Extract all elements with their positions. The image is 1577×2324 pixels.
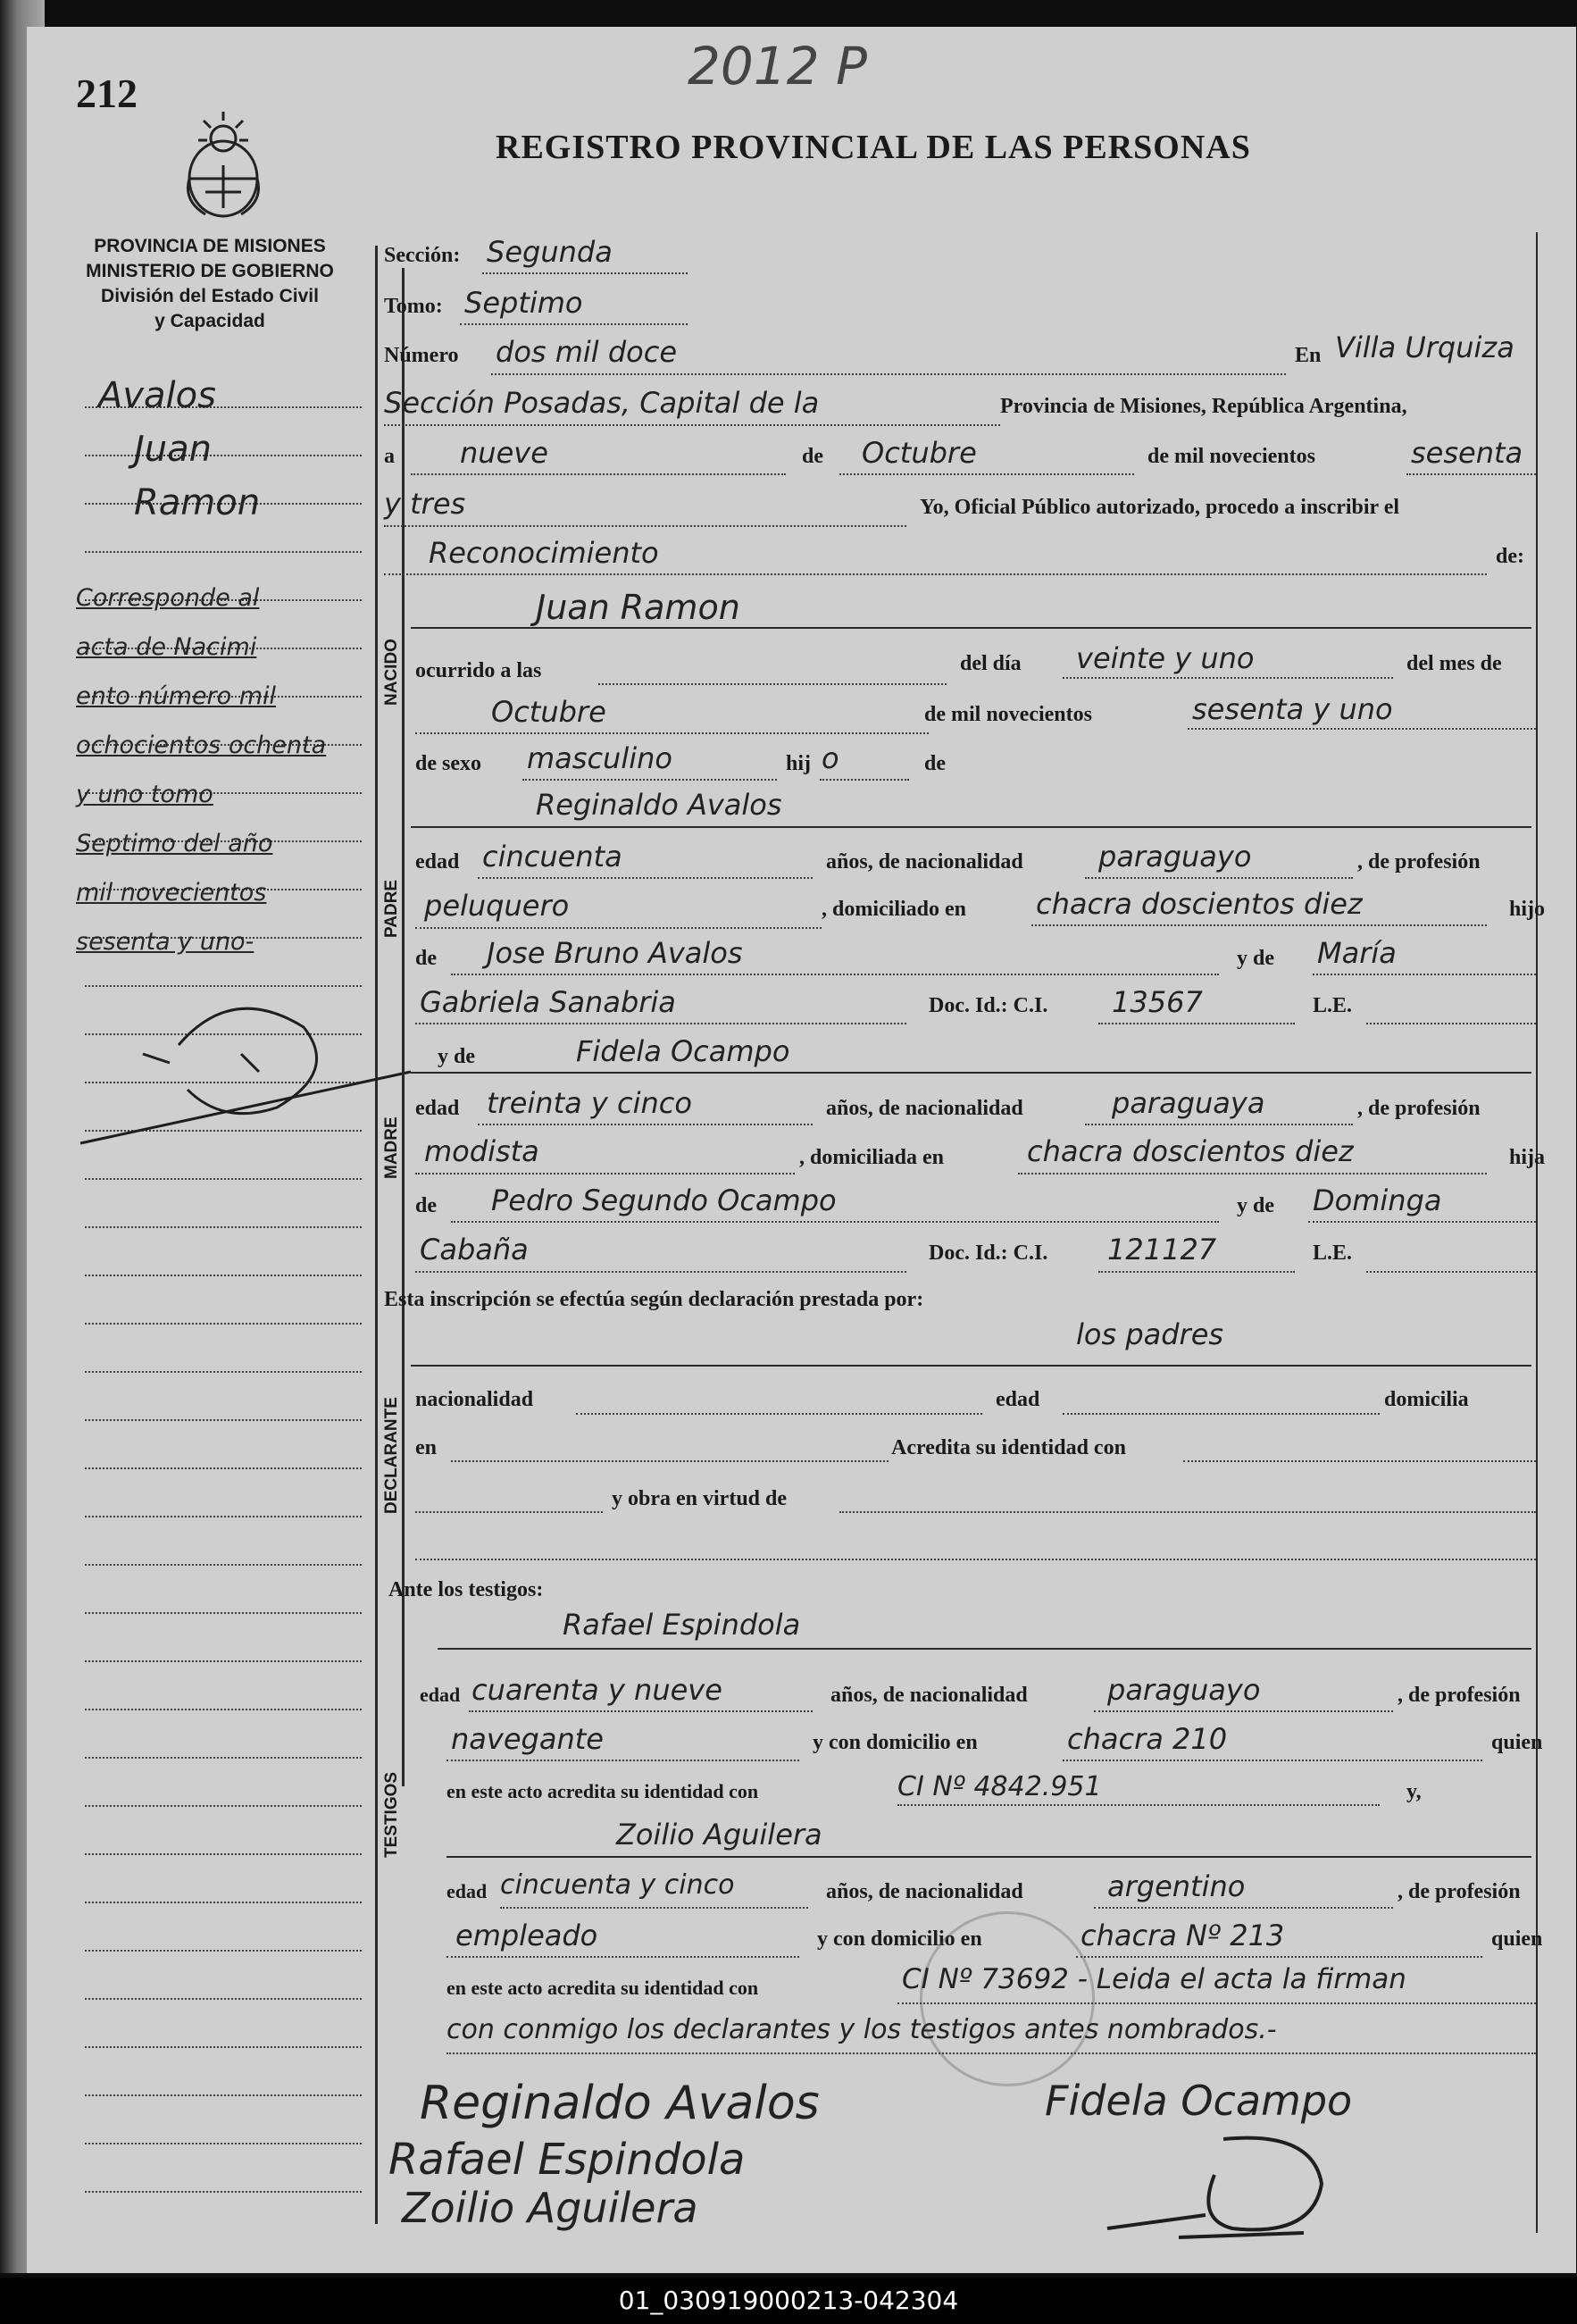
margin-rule bbox=[85, 2094, 362, 2096]
label-edad-declarante: edad bbox=[996, 1388, 1040, 1411]
value-dia: nueve bbox=[460, 436, 548, 470]
value-mes: Octubre bbox=[862, 436, 977, 470]
value-numero: dos mil doce bbox=[496, 335, 678, 369]
label-seccion: Sección: bbox=[384, 244, 461, 267]
label-doc-id-madre: Doc. Id.: C.I. bbox=[929, 1241, 1048, 1265]
label-obra: y obra en virtud de bbox=[612, 1487, 788, 1510]
label-edad-t2: edad bbox=[446, 1880, 488, 1902]
authority-line: División del Estado Civil bbox=[101, 286, 319, 306]
label-acredita: Acredita su identidad con bbox=[891, 1436, 1126, 1459]
label-en-declarante: en bbox=[415, 1436, 437, 1459]
label-profesion-t1: , de profesión bbox=[1398, 1684, 1521, 1707]
value-abuelo-paterno: Jose Bruno Avalos bbox=[487, 936, 743, 970]
margin-rule bbox=[85, 1950, 362, 1952]
document-title: REGISTRO PROVINCIAL DE LAS PERSONAS bbox=[496, 129, 1251, 166]
label-y-de-abuela-paterna: y de bbox=[1237, 947, 1274, 970]
label-domicilio-t2: y con domicilio en bbox=[817, 1927, 982, 1951]
signature-testigo2: Zoilio Aguilera bbox=[402, 2184, 698, 2232]
value-acto: Reconocimiento bbox=[429, 536, 659, 570]
label-edad-padre: edad bbox=[415, 850, 460, 874]
coat-of-arms-emblem bbox=[179, 103, 268, 219]
value-madre-profesion: modista bbox=[424, 1134, 539, 1168]
value-t2-profesion: empleado bbox=[455, 1919, 598, 1952]
page-number: 212 bbox=[76, 71, 138, 116]
margin-rule bbox=[85, 1998, 362, 2000]
margin-rule bbox=[85, 1323, 362, 1325]
label-domicilio-t1: y con domicilio en bbox=[813, 1731, 978, 1754]
value-seccion-capital: Sección Posadas, Capital de la bbox=[384, 386, 820, 420]
label-del-dia: del día bbox=[960, 652, 1022, 675]
label-profesion-padre: , de profesión bbox=[1357, 850, 1481, 874]
label-del-mes: del mes de bbox=[1406, 652, 1502, 675]
label-y-de-madre: y de bbox=[438, 1045, 475, 1068]
margin-rule bbox=[85, 455, 362, 456]
value-padre-nombre: Reginaldo Avalos bbox=[536, 788, 782, 822]
label-profesion-t2: , de profesión bbox=[1398, 1880, 1521, 1903]
value-t1-profesion: navegante bbox=[451, 1722, 604, 1756]
issuing-authority bbox=[76, 234, 344, 334]
margin-rule bbox=[85, 2191, 362, 2193]
authority-line: y Capacidad bbox=[154, 311, 265, 331]
label-declarante: DECLARANTE bbox=[382, 1397, 401, 1514]
margin-note-line: Corresponde al bbox=[76, 584, 260, 612]
margin-given-name: Juan bbox=[134, 429, 213, 470]
value-padre-edad: cincuenta bbox=[482, 840, 622, 874]
margin-note-line: y uno tomo bbox=[76, 781, 213, 808]
label-esta-inscripcion: Esta inscripción se efectúa según declaración prestada por: bbox=[384, 1288, 924, 1311]
value-t1-ci: CI Nº 4842.951 bbox=[897, 1771, 1102, 1802]
value-sexo: masculino bbox=[527, 741, 672, 775]
value-anio-cont: y tres bbox=[384, 487, 466, 521]
label-doc-id-padre: Doc. Id.: C.I. bbox=[929, 994, 1048, 1017]
value-testigo1-nombre: Rafael Espindola bbox=[563, 1608, 801, 1642]
label-hij: hij bbox=[786, 752, 812, 775]
label-nacionalidad-padre: años, de nacionalidad bbox=[826, 850, 1023, 874]
label-mil-novecientos: de mil novecientos bbox=[1147, 445, 1315, 468]
margin-rule bbox=[85, 1467, 362, 1469]
label-ocurrido: ocurrido a las bbox=[415, 659, 542, 682]
value-t2-domicilio: chacra Nº 213 bbox=[1081, 1919, 1285, 1952]
value-anio-nacimiento: sesenta y uno bbox=[1192, 692, 1393, 726]
value-padre-ci: 13567 bbox=[1112, 985, 1203, 1019]
label-de-colon: de: bbox=[1496, 545, 1524, 568]
handwritten-reference: 2012 P bbox=[688, 36, 868, 96]
value-t1-edad: cuarenta y nueve bbox=[471, 1673, 722, 1707]
margin-rule bbox=[85, 1516, 362, 1517]
value-t2-ci-cierre: CI Nº 73692 - Leida el acta la firman bbox=[902, 1963, 1406, 1995]
value-testigo2-nombre: Zoilio Aguilera bbox=[616, 1818, 822, 1852]
margin-rule bbox=[85, 1226, 362, 1228]
margin-note-line: acta de Nacimi bbox=[76, 633, 257, 661]
value-lugar: Villa Urquiza bbox=[1335, 330, 1514, 364]
value-tomo: Septimo bbox=[464, 286, 583, 320]
value-t1-domicilio: chacra 210 bbox=[1067, 1722, 1228, 1756]
value-t2-nacionalidad: argentino bbox=[1107, 1869, 1246, 1903]
label-nacionalidad-madre: años, de nacionalidad bbox=[826, 1097, 1023, 1120]
value-anio: sesenta bbox=[1411, 436, 1523, 470]
value-madre-ci: 121127 bbox=[1107, 1233, 1217, 1266]
label-domiciliado: , domiciliado en bbox=[822, 898, 967, 921]
value-declarante: los padres bbox=[1076, 1317, 1224, 1351]
label-en: En bbox=[1295, 344, 1322, 367]
label-nacionalidad-t1: años, de nacionalidad bbox=[830, 1684, 1028, 1707]
authority-line: PROVINCIA DE MISIONES bbox=[94, 236, 326, 256]
label-tomo: Tomo: bbox=[384, 295, 443, 318]
margin-note-line: ochocientos ochenta bbox=[76, 731, 327, 759]
margin-given-name: Ramon bbox=[134, 482, 261, 523]
value-abuela-materna-apellido: Cabaña bbox=[420, 1233, 529, 1266]
value-t1-nacionalidad: paraguayo bbox=[1107, 1673, 1261, 1707]
value-cierre: con conmigo los declarantes y los testigos antes nombrados.- bbox=[446, 2014, 1277, 2045]
value-mes-nacimiento: Octubre bbox=[491, 695, 606, 729]
margin-rule bbox=[85, 1564, 362, 1566]
label-ante-testigos: Ante los testigos: bbox=[388, 1578, 544, 1601]
label-de-abuelo-materno: de bbox=[415, 1194, 437, 1217]
margin-divider bbox=[375, 246, 378, 2224]
margin-rule bbox=[85, 2046, 362, 2048]
label-quien-t2: quien bbox=[1491, 1927, 1543, 1951]
label-de: de bbox=[802, 445, 823, 468]
authority-line: MINISTERIO DE GOBIERNO bbox=[86, 261, 334, 281]
margin-note bbox=[76, 573, 326, 966]
label-yo-oficial: Yo, Oficial Público autorizado, procedo a inscribir el bbox=[920, 496, 1400, 519]
margin-rule bbox=[85, 1757, 362, 1759]
label-nacionalidad-t2: años, de nacionalidad bbox=[826, 1880, 1023, 1903]
label-nacido: NACIDO bbox=[382, 639, 401, 706]
label-acredita-t1: en este acto acredita su identidad con bbox=[446, 1780, 759, 1802]
label-hijo: hijo bbox=[1509, 898, 1546, 921]
value-t2-edad: cincuenta y cinco bbox=[500, 1869, 735, 1901]
margin-rule bbox=[85, 1660, 362, 1662]
label-edad-t1: edad bbox=[420, 1684, 461, 1706]
label-le-madre: L.E. bbox=[1313, 1241, 1353, 1265]
value-padre-profesion: peluquero bbox=[424, 889, 570, 923]
value-abuela-materna: Dominga bbox=[1313, 1183, 1442, 1217]
margin-rule bbox=[85, 1612, 362, 1614]
label-padre: PADRE bbox=[382, 879, 401, 938]
value-dia-nacimiento: veinte y uno bbox=[1076, 641, 1255, 675]
value-padre-domicilio: chacra doscientos diez bbox=[1036, 887, 1363, 921]
label-domiciliada: , domiciliada en bbox=[799, 1146, 945, 1169]
margin-rule bbox=[85, 1419, 362, 1421]
label-nacionalidad-declarante: nacionalidad bbox=[415, 1388, 534, 1411]
margin-note-line: mil novecientos bbox=[76, 879, 267, 907]
signature-madre: Fidela Ocampo bbox=[1045, 2077, 1353, 2125]
margin-rule bbox=[85, 1275, 362, 1276]
label-profesion-madre: , de profesión bbox=[1357, 1097, 1481, 1120]
value-abuela-paterna-apellido: Gabriela Sanabria bbox=[420, 985, 676, 1019]
label-domicilia: domicilia bbox=[1384, 1388, 1469, 1411]
signature-padre: Reginaldo Avalos bbox=[420, 2077, 820, 2130]
label-edad-madre: edad bbox=[415, 1097, 460, 1120]
label-numero: Número bbox=[384, 344, 459, 367]
signature-testigo1: Rafael Espindola bbox=[388, 2135, 746, 2185]
margin-rule bbox=[85, 1805, 362, 1807]
value-abuela-paterna: María bbox=[1317, 936, 1397, 970]
margin-note-line: sesenta y uno- bbox=[76, 928, 254, 956]
label-testigos: TESTIGOS bbox=[382, 1771, 401, 1858]
label-de-mil-novecientos: de mil novecientos bbox=[924, 703, 1092, 726]
margin-surname: Avalos bbox=[98, 375, 216, 416]
label-de-padre: de bbox=[924, 752, 946, 775]
label-y-de-abuela-materna: y de bbox=[1237, 1194, 1274, 1217]
margin-rule bbox=[85, 551, 362, 553]
value-padre-nacionalidad: paraguayo bbox=[1098, 840, 1252, 874]
value-madre-edad: treinta y cinco bbox=[487, 1086, 692, 1120]
value-madre-nacionalidad: paraguaya bbox=[1112, 1086, 1265, 1120]
label-de-abuelo-paterno: de bbox=[415, 947, 437, 970]
label-provincia: Provincia de Misiones, República Argentina, bbox=[1000, 395, 1407, 418]
margin-rule bbox=[85, 1178, 362, 1180]
margin-rule bbox=[85, 1853, 362, 1855]
margin-rule bbox=[85, 1371, 362, 1373]
value-madre-nombre: Fidela Ocampo bbox=[576, 1034, 790, 1068]
margin-rule bbox=[85, 2143, 362, 2144]
margin-signature-mark bbox=[71, 974, 420, 1152]
value-nombre-inscripto: Juan Ramon bbox=[536, 588, 740, 627]
margin-rule bbox=[85, 1902, 362, 1903]
document-page bbox=[27, 27, 1576, 2273]
label-quien-t1: quien bbox=[1491, 1731, 1543, 1754]
value-seccion: Segunda bbox=[487, 235, 613, 269]
label-hija: hija bbox=[1509, 1146, 1546, 1169]
value-madre-domicilio: chacra doscientos diez bbox=[1027, 1134, 1354, 1168]
label-y-comma: y, bbox=[1406, 1780, 1422, 1803]
value-hij-suffix: o bbox=[822, 741, 839, 775]
margin-note-line: Septimo del año bbox=[76, 830, 273, 857]
value-abuelo-materno: Pedro Segundo Ocampo bbox=[491, 1183, 837, 1217]
official-signature-mark bbox=[1089, 2121, 1357, 2246]
label-acredita-t2: en este acto acredita su identidad con bbox=[446, 1977, 759, 1999]
margin-note-line: ento número mil bbox=[76, 682, 277, 710]
label-le-padre: L.E. bbox=[1313, 994, 1353, 1017]
scan-filename: 01_030919000213-042304 bbox=[0, 2278, 1577, 2324]
label-sexo: de sexo bbox=[415, 752, 481, 775]
label-a: a bbox=[384, 445, 395, 468]
margin-rule bbox=[85, 1709, 362, 1710]
faded-official-stamp bbox=[920, 1911, 1095, 2086]
label-madre: MADRE bbox=[382, 1116, 401, 1179]
